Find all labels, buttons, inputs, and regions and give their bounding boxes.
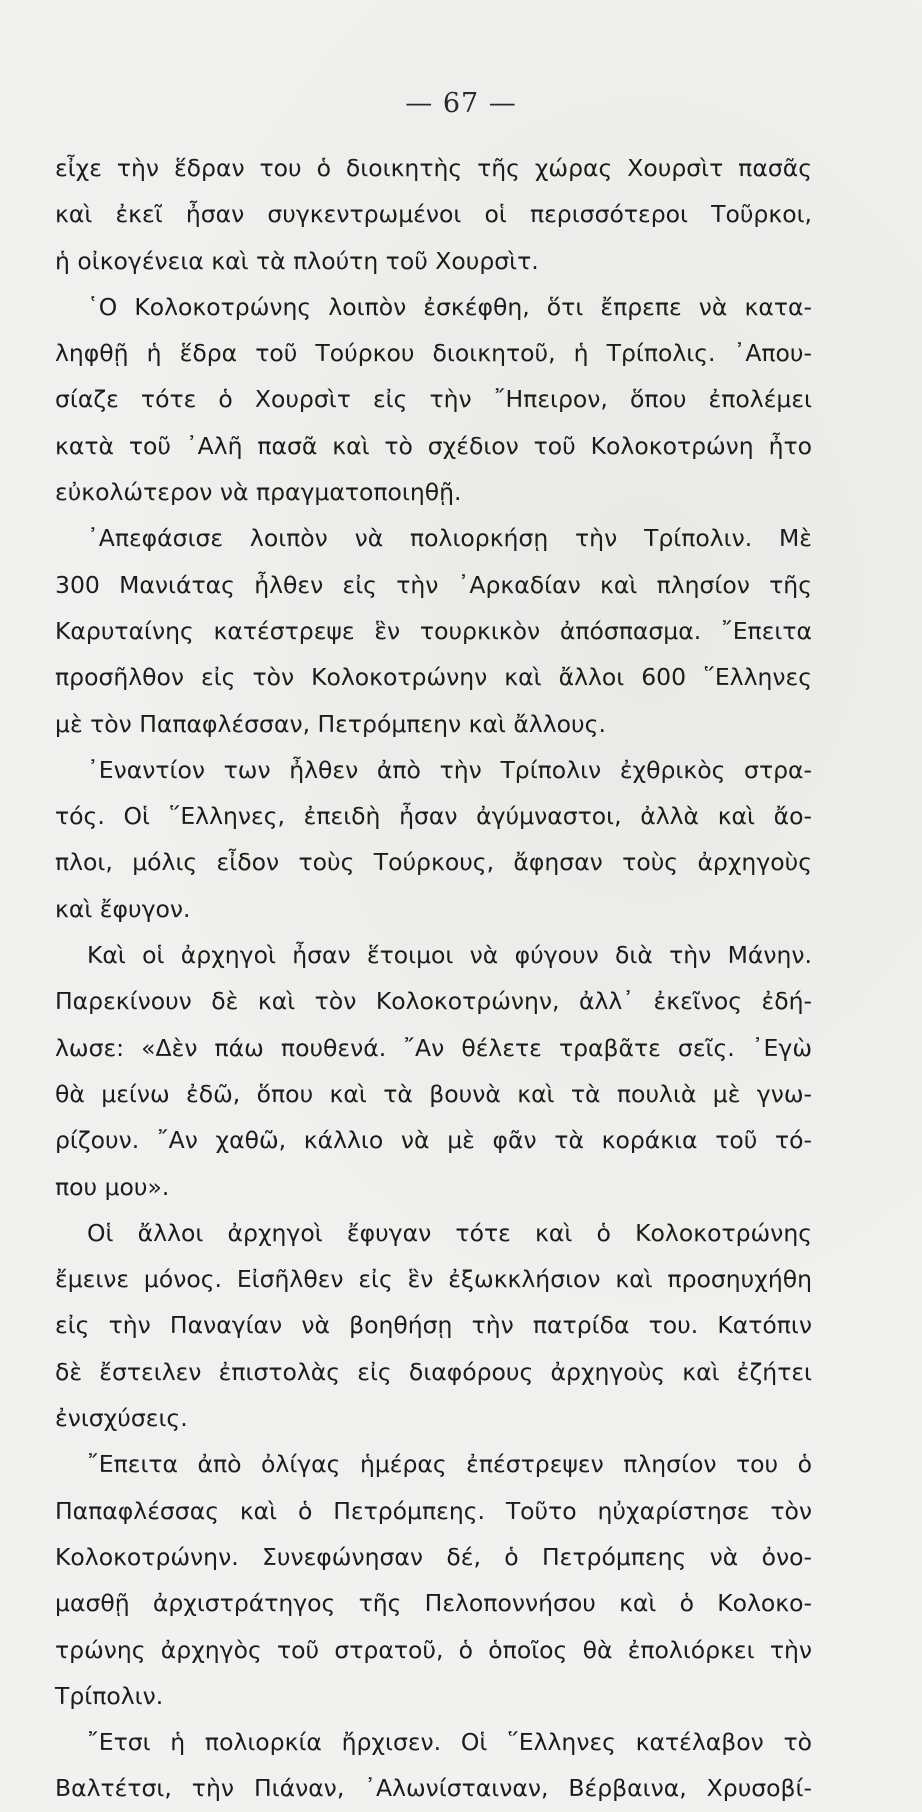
text-line: Οἱ ἄλλοι ἀρχηγοὶ ἔφυγαν τότε καὶ ὁ Κολοκοτρώνης	[87, 1218, 812, 1247]
text-line: μὲ τὸν Παπαφλέσσαν, Πετρόμπεην καὶ ἄλλους.	[55, 709, 606, 738]
text-line: λωσε: «Δὲν πάω πουθενά. ῎Αν θέλετε τραβᾶτε σεῖς. ᾿Εγὼ	[55, 1033, 812, 1062]
text-line: τρώνης ἀρχηγὸς τοῦ στρατοῦ, ὁ ὁποῖος θὰ ἐπολιόρκει τὴν	[55, 1635, 812, 1664]
text-line: Καὶ οἱ ἀρχηγοὶ ἦσαν ἕτοιμοι νὰ φύγουν διὰ τὴν Μάνην.	[87, 941, 812, 970]
text-line: ῎Επειτα ἀπὸ ὀλίγας ἡμέρας ἐπέστρεψεν πλησίον του ὁ	[87, 1450, 812, 1479]
text-line: ῎Ετσι ἡ πολιορκία ἤρχισεν. Οἱ ῞Ελληνες κατέλαβον τὸ	[87, 1728, 812, 1757]
text-line: που μου».	[55, 1172, 170, 1201]
text-line: ἔμεινε μόνος. Εἰσῆλθεν εἰς ἓν ἐξωκκλήσιον καὶ προσηυχήθη	[55, 1265, 812, 1294]
text-line: Παρεκίνουν δὲ καὶ τὸν Κολοκοτρώνην, ἀλλ᾿ ἐκεῖνος ἐδή-	[55, 987, 812, 1016]
text-line: Κολοκοτρώνην. Συνεφώνησαν δέ, ὁ Πετρόμπεης νὰ ὀνο-	[55, 1542, 812, 1571]
text-line: Παπαφλέσσας καὶ ὁ Πετρόμπεης. Τοῦτο ηὐχαρίστησε τὸν	[55, 1496, 812, 1525]
text-line: δὲ ἔστειλεν ἐπιστολὰς εἰς διαφόρους ἀρχηγοὺς καὶ ἐζήτει	[55, 1357, 812, 1386]
text-line: Τρίπολιν.	[55, 1681, 164, 1710]
text-line: ῾Ο Κολοκοτρώνης λοιπὸν ἐσκέφθη, ὅτι ἔπρεπε νὰ κατα-	[87, 292, 812, 321]
text-line: μασθῇ ἀρχιστράτηγος τῆς Πελοποννήσου καὶ ὁ Κολοκο-	[55, 1589, 812, 1618]
text-line: Καρυταίνης κατέστρεψε ἓν τουρκικὸν ἀπόσπασμα. ῎Επειτα	[55, 616, 812, 645]
text-line: ρίζουν. ῎Αν χαθῶ, κάλλιο νὰ μὲ φᾶν τὰ κοράκια τοῦ τό-	[55, 1126, 812, 1155]
text-line: 300 Μανιάτας ἦλθεν εἰς τὴν ᾿Αρκαδίαν καὶ πλησίον τῆς	[55, 570, 812, 599]
text-line: εἰς τὴν Παναγίαν νὰ βοηθήσῃ τὴν πατρίδα του. Κατόπιν	[55, 1311, 812, 1340]
page-number: — 67 —	[405, 88, 517, 119]
text-line: θὰ μείνω ἐδῶ, ὅπου καὶ τὰ βουνὰ καὶ τὰ πουλιὰ μὲ γνω-	[55, 1079, 812, 1108]
text-line: προσῆλθον εἰς τὸν Κολοκοτρώνην καὶ ἄλλοι 600 ῞Ελληνες	[55, 663, 812, 692]
text-line: εὐκολώτερον νὰ πραγματοποιηθῇ.	[55, 478, 462, 507]
text-line: ἡ οἰκογένεια καὶ τὰ πλούτη τοῦ Χουρσὶτ.	[55, 246, 539, 275]
text-line: πλοι, μόλις εἶδον τοὺς Τούρκους, ἄφησαν τοὺς ἀρχηγοὺς	[55, 848, 812, 877]
text-line: ληφθῇ ἡ ἕδρα τοῦ Τούρκου διοικητοῦ, ἡ Τρίπολις. ᾿Απου-	[55, 339, 812, 368]
text-line: τός. Οἱ ῞Ελληνες, ἐπειδὴ ἦσαν ἀγύμναστοι, ἀλλὰ καὶ ἄο-	[55, 802, 812, 831]
text-line: σίαζε τότε ὁ Χουρσὶτ εἰς τὴν ῎Ηπειρον, ὅπου ἐπολέμει	[55, 385, 812, 414]
body-text	[55, 145, 812, 1812]
text-line: Βαλτέτσι, τὴν Πιάναν, ᾿Αλωνίσταιναν, Βέρβαινα, Χρυσοβί-	[55, 1774, 812, 1803]
text-line: καὶ ἐκεῖ ἦσαν συγκεντρωμένοι οἱ περισσότεροι Τοῦρκοι,	[55, 200, 812, 229]
text-line: καὶ ἔφυγον.	[55, 894, 191, 923]
text-line: κατὰ τοῦ ᾿Αλῆ πασᾶ καὶ τὸ σχέδιον τοῦ Κολοκοτρώνη ἦτο	[55, 431, 812, 460]
text-line: ᾿Εναντίον των ἦλθεν ἀπὸ τὴν Τρίπολιν ἐχθρικὸς στρα-	[87, 755, 812, 784]
text-line: ἐνισχύσεις.	[55, 1404, 188, 1433]
text-line: ᾿Απεφάσισε λοιπὸν νὰ πολιορκήσῃ τὴν Τρίπολιν. Μὲ	[87, 524, 812, 553]
text-line: εἶχε τὴν ἕδραν του ὁ διοικητὴς τῆς χώρας Χουρσὶτ πασᾶς	[55, 154, 812, 182]
